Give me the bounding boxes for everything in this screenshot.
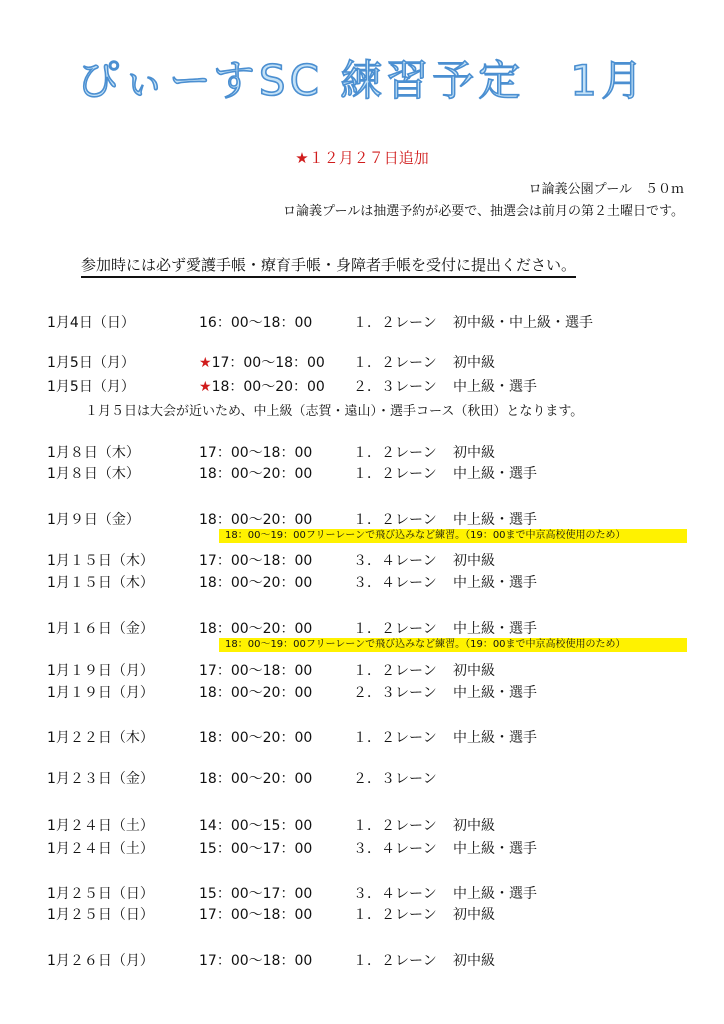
time-cell: 17：00～18：00 bbox=[199, 663, 313, 679]
time-cell bbox=[199, 376, 325, 396]
lane-cell: ２．３レーン bbox=[353, 685, 437, 701]
level-cell: 初中級 bbox=[453, 907, 495, 923]
level-cell: 初中級 bbox=[453, 355, 495, 371]
time-cell: 17：00～18：00 bbox=[199, 953, 313, 969]
time-cell: 18：00～20：00 bbox=[199, 466, 313, 482]
date-cell: 1月８日（木） bbox=[47, 466, 140, 482]
jan5-note: １月５日は大会が近いため、中上級（志賀・遠山）・選手コース（秋田）となります。 bbox=[85, 404, 584, 419]
lane-cell: １．２レーン bbox=[353, 818, 437, 834]
time-cell: 18：00～20：00 bbox=[199, 730, 313, 746]
time-cell: 18：00～20：00 bbox=[199, 575, 313, 591]
time-cell: 18：00～20：00 bbox=[199, 685, 313, 701]
lane-cell: １．２レーン bbox=[353, 907, 437, 923]
level-cell: 初中級 bbox=[453, 445, 495, 461]
time-cell: 15：00～17：00 bbox=[199, 886, 313, 902]
highlight-note: 18：00～19：00フリーレーンで飛び込みなど練習。（19：00まで中京高校使用のため） bbox=[219, 529, 687, 543]
time-cell: 17：00～18：00 bbox=[199, 907, 313, 923]
date-cell: 1月２２日（木） bbox=[47, 730, 154, 746]
lane-cell: ３．４レーン bbox=[353, 575, 437, 591]
star-icon: ★ bbox=[199, 379, 212, 395]
time-cell: 17：00～18：00 bbox=[199, 445, 313, 461]
time-cell: 15：00～17：00 bbox=[199, 841, 313, 857]
time-cell: 18：00～20：00 bbox=[199, 621, 313, 637]
level-cell: 初中級・中上級・選手 bbox=[453, 315, 593, 331]
date-cell: 1月２４日（土） bbox=[47, 841, 154, 857]
lottery-note: ロ論義プールは抽選予約が必要で、抽選会は前月の第２土曜日です。 bbox=[282, 204, 684, 219]
lane-cell: １．２レーン bbox=[353, 355, 437, 371]
time-cell: 18：00～20：00 bbox=[199, 771, 313, 787]
lane-cell: １．２レーン bbox=[353, 512, 437, 528]
update-note: ★１２月２７日追加 bbox=[295, 149, 429, 167]
level-cell: 中上級・選手 bbox=[453, 730, 537, 746]
date-cell: 1月１９日（月） bbox=[47, 685, 154, 701]
venue-label: ロ論義公園プール ５０ｍ bbox=[528, 182, 684, 197]
lane-cell: ３．４レーン bbox=[353, 886, 437, 902]
time-cell bbox=[199, 352, 325, 372]
lane-cell: １．２レーン bbox=[353, 953, 437, 969]
date-cell: 1月5日（月） bbox=[47, 355, 135, 371]
star-icon: ★ bbox=[199, 355, 212, 371]
level-cell: 初中級 bbox=[453, 818, 495, 834]
level-cell: 中上級・選手 bbox=[453, 621, 537, 637]
date-cell: 1月８日（木） bbox=[47, 445, 140, 461]
date-cell: 1月１９日（月） bbox=[47, 663, 154, 679]
time-text: 18：00～20：00 bbox=[211, 379, 325, 395]
lane-cell: ２．３レーン bbox=[353, 771, 437, 787]
level-cell: 中上級・選手 bbox=[453, 466, 537, 482]
date-cell: 1月２６日（月） bbox=[47, 953, 154, 969]
date-cell: 1月２３日（金） bbox=[47, 771, 154, 787]
lane-cell: １．２レーン bbox=[353, 445, 437, 461]
lane-cell: １．２レーン bbox=[353, 621, 437, 637]
lane-cell: ２．３レーン bbox=[353, 379, 437, 395]
level-cell: 中上級・選手 bbox=[453, 841, 537, 857]
time-cell: 18：00～20：00 bbox=[199, 512, 313, 528]
highlight-note: 18：00～19：00フリーレーンで飛び込みなど練習。（19：00まで中京高校使用のため） bbox=[219, 638, 687, 652]
date-cell: 1月4日（日） bbox=[47, 315, 135, 331]
lane-cell: １．２レーン bbox=[353, 315, 437, 331]
submission-notice: 参加時には必ず愛護手帳・療育手帳・身障者手帳を受付に提出ください。 bbox=[81, 254, 576, 278]
level-cell: 中上級・選手 bbox=[453, 379, 537, 395]
time-text: 17：00～18：00 bbox=[211, 355, 325, 371]
level-cell: 初中級 bbox=[453, 953, 495, 969]
level-cell: 中上級・選手 bbox=[453, 886, 537, 902]
date-cell: 1月１６日（金） bbox=[47, 621, 154, 637]
date-cell: 1月２５日（日） bbox=[47, 907, 154, 923]
date-cell: 1月１５日（木） bbox=[47, 553, 154, 569]
level-cell: 初中級 bbox=[453, 663, 495, 679]
lane-cell: ３．４レーン bbox=[353, 841, 437, 857]
lane-cell: ３．４レーン bbox=[353, 553, 437, 569]
page-title: ぴぃーすSC 練習予定 1月 bbox=[77, 56, 647, 105]
date-cell: 1月１５日（木） bbox=[47, 575, 154, 591]
lane-cell: １．２レーン bbox=[353, 663, 437, 679]
level-cell: 中上級・選手 bbox=[453, 685, 537, 701]
date-cell: 1月２４日（土） bbox=[47, 818, 154, 834]
date-cell: 1月２５日（日） bbox=[47, 886, 154, 902]
level-cell: 初中級 bbox=[453, 553, 495, 569]
level-cell: 中上級・選手 bbox=[453, 512, 537, 528]
time-cell: 16：00～18：00 bbox=[199, 315, 313, 331]
date-cell: 1月5日（月） bbox=[47, 379, 135, 395]
time-cell: 17：00～18：00 bbox=[199, 553, 313, 569]
level-cell: 中上級・選手 bbox=[453, 575, 537, 591]
time-cell: 14：00～15：00 bbox=[199, 818, 313, 834]
lane-cell: １．２レーン bbox=[353, 730, 437, 746]
lane-cell: １．２レーン bbox=[353, 466, 437, 482]
date-cell: 1月９日（金） bbox=[47, 512, 140, 528]
